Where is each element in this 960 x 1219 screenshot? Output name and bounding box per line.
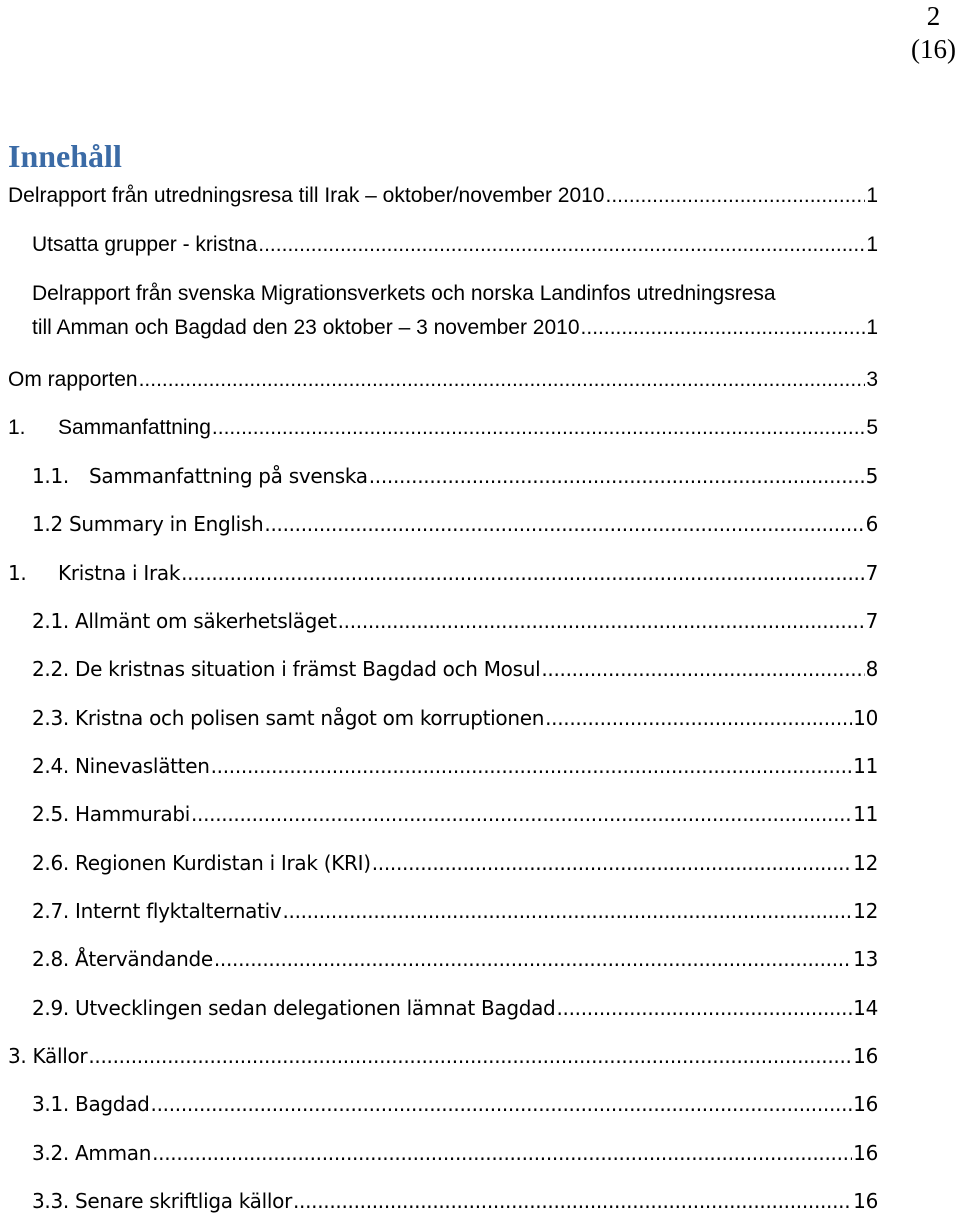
toc-entry-title: till Amman och Bagdad den 23 oktober – 3 november 2010	[32, 316, 580, 339]
toc-entry[interactable]	[8, 1042, 878, 1070]
toc-entry-title: 3.2. Amman	[32, 1141, 152, 1165]
toc-leader	[372, 849, 852, 877]
toc-entry-title: 2.5. Hammurabi	[32, 802, 190, 826]
toc-entry[interactable]	[32, 897, 878, 925]
toc-entry-page: 16	[853, 1189, 878, 1213]
toc-leader	[264, 510, 864, 538]
toc-heading: Innehåll	[8, 138, 122, 174]
toc-entry-page: 1	[866, 233, 878, 256]
toc-entry-title: 3.3. Senare skriftliga källor	[32, 1189, 292, 1213]
toc-entry-page: 10	[853, 706, 878, 730]
toc-leader	[181, 559, 864, 587]
toc-entry[interactable]	[32, 1139, 878, 1167]
toc-leader	[338, 607, 865, 635]
toc-entry[interactable]	[32, 945, 878, 973]
toc-entry-title: 2.4. Ninevaslätten	[32, 754, 210, 778]
toc-leader	[191, 800, 852, 828]
page-number-total: (16)	[911, 34, 956, 64]
toc-entry-page: 1	[866, 316, 878, 339]
toc-entry-title: 2.9. Utvecklingen sedan delegationen lämnat Bagdad	[32, 996, 556, 1020]
toc-leader	[151, 1090, 853, 1118]
toc-leader	[282, 897, 852, 925]
toc-entry-number: 1.1.	[32, 464, 69, 488]
toc-entry-title: Sammanfattning på svenska	[89, 464, 368, 488]
toc-entry-page: 5	[865, 464, 878, 488]
toc-entry-title: 2.2. De kristnas situation i främst Bagdad och Mosul	[32, 657, 541, 681]
toc-entry[interactable]	[32, 994, 878, 1022]
toc-entry-title: 3. Källor	[8, 1044, 88, 1068]
toc-entry-number: 1.	[8, 561, 27, 585]
toc-entry[interactable]	[8, 366, 878, 394]
toc-entry-title: 2.6. Regionen Kurdistan i Irak (KRI)	[32, 851, 371, 875]
toc-entry-page: 3	[866, 368, 878, 391]
toc-entry[interactable]	[32, 231, 878, 259]
toc-entry[interactable]	[8, 182, 878, 210]
toc-entry-page: 6	[865, 512, 878, 536]
toc-entry-page: 11	[853, 754, 878, 778]
toc-entry-title: Utsatta grupper - kristna	[32, 233, 258, 256]
toc-entry-title: 2.3. Kristna och polisen samt något om korruptionen	[32, 706, 545, 730]
toc-entry-page: 13	[853, 947, 878, 971]
toc-entry-page: 8	[865, 657, 878, 681]
toc-entry-page: 5	[866, 416, 878, 439]
toc-entry[interactable]	[32, 462, 878, 490]
toc-entry[interactable]	[32, 1187, 878, 1215]
toc-leader	[556, 994, 852, 1022]
toc-entry[interactable]	[32, 510, 878, 538]
toc-leader	[214, 945, 852, 973]
toc-entry-title: 1.2 Summary in English	[32, 512, 264, 536]
toc-entry[interactable]	[8, 414, 878, 442]
toc-entry-title-line1[interactable]: Delrapport från svenska Migrationsverkets och norska Landinfos utredningsresa	[32, 282, 776, 305]
toc-leader	[152, 1139, 852, 1167]
toc-leader	[88, 1042, 852, 1070]
toc-leader	[541, 655, 864, 683]
toc-entry-page: 7	[865, 561, 878, 585]
toc-entry[interactable]	[32, 704, 878, 732]
toc-entry-page: 12	[853, 899, 878, 923]
toc-entry-number: 1.	[8, 416, 26, 439]
toc-entry[interactable]	[32, 314, 878, 342]
toc-leader	[293, 1187, 852, 1215]
toc-entry-title: 2.1. Allmänt om säkerhetsläget	[32, 609, 337, 633]
toc-entry-page: 7	[865, 609, 878, 633]
toc-entry-title: 2.8. Återvändande	[32, 947, 213, 971]
toc-entry[interactable]	[32, 1090, 878, 1118]
toc-entry-title: Delrapport från utredningsresa till Irak – oktober/november 2010	[8, 184, 605, 207]
toc-leader	[212, 414, 865, 442]
toc-entry-page: 16	[853, 1141, 878, 1165]
toc-leader	[258, 231, 865, 259]
toc-entry-page: 11	[853, 802, 878, 826]
toc-entry-page: 14	[853, 996, 878, 1020]
toc-entry-page: 1	[866, 184, 878, 207]
toc-entry-title: Sammanfattning	[58, 416, 211, 439]
toc-leader	[606, 182, 866, 210]
toc-entry[interactable]	[32, 752, 878, 780]
toc-entry[interactable]	[32, 849, 878, 877]
toc-entry-page: 16	[853, 1092, 878, 1116]
toc-entry-page: 12	[853, 851, 878, 875]
toc-entry-title: 2.7. Internt flyktalternativ	[32, 899, 282, 923]
toc-entry-title: Kristna i Irak	[58, 561, 181, 585]
toc-leader	[545, 704, 852, 732]
toc-entry-title: Om rapporten	[8, 368, 138, 391]
toc-entry[interactable]	[32, 655, 878, 683]
toc-leader	[369, 462, 865, 490]
toc-entry-title: 3.1. Bagdad	[32, 1092, 150, 1116]
toc-leader	[211, 752, 853, 780]
toc-entry[interactable]	[8, 559, 878, 587]
toc-entry[interactable]	[32, 607, 878, 635]
toc-leader	[581, 314, 866, 342]
toc-entry-page: 16	[853, 1044, 878, 1068]
toc-entry[interactable]	[32, 800, 878, 828]
page-number-current: 2	[926, 1, 941, 31]
toc-leader	[139, 366, 866, 394]
